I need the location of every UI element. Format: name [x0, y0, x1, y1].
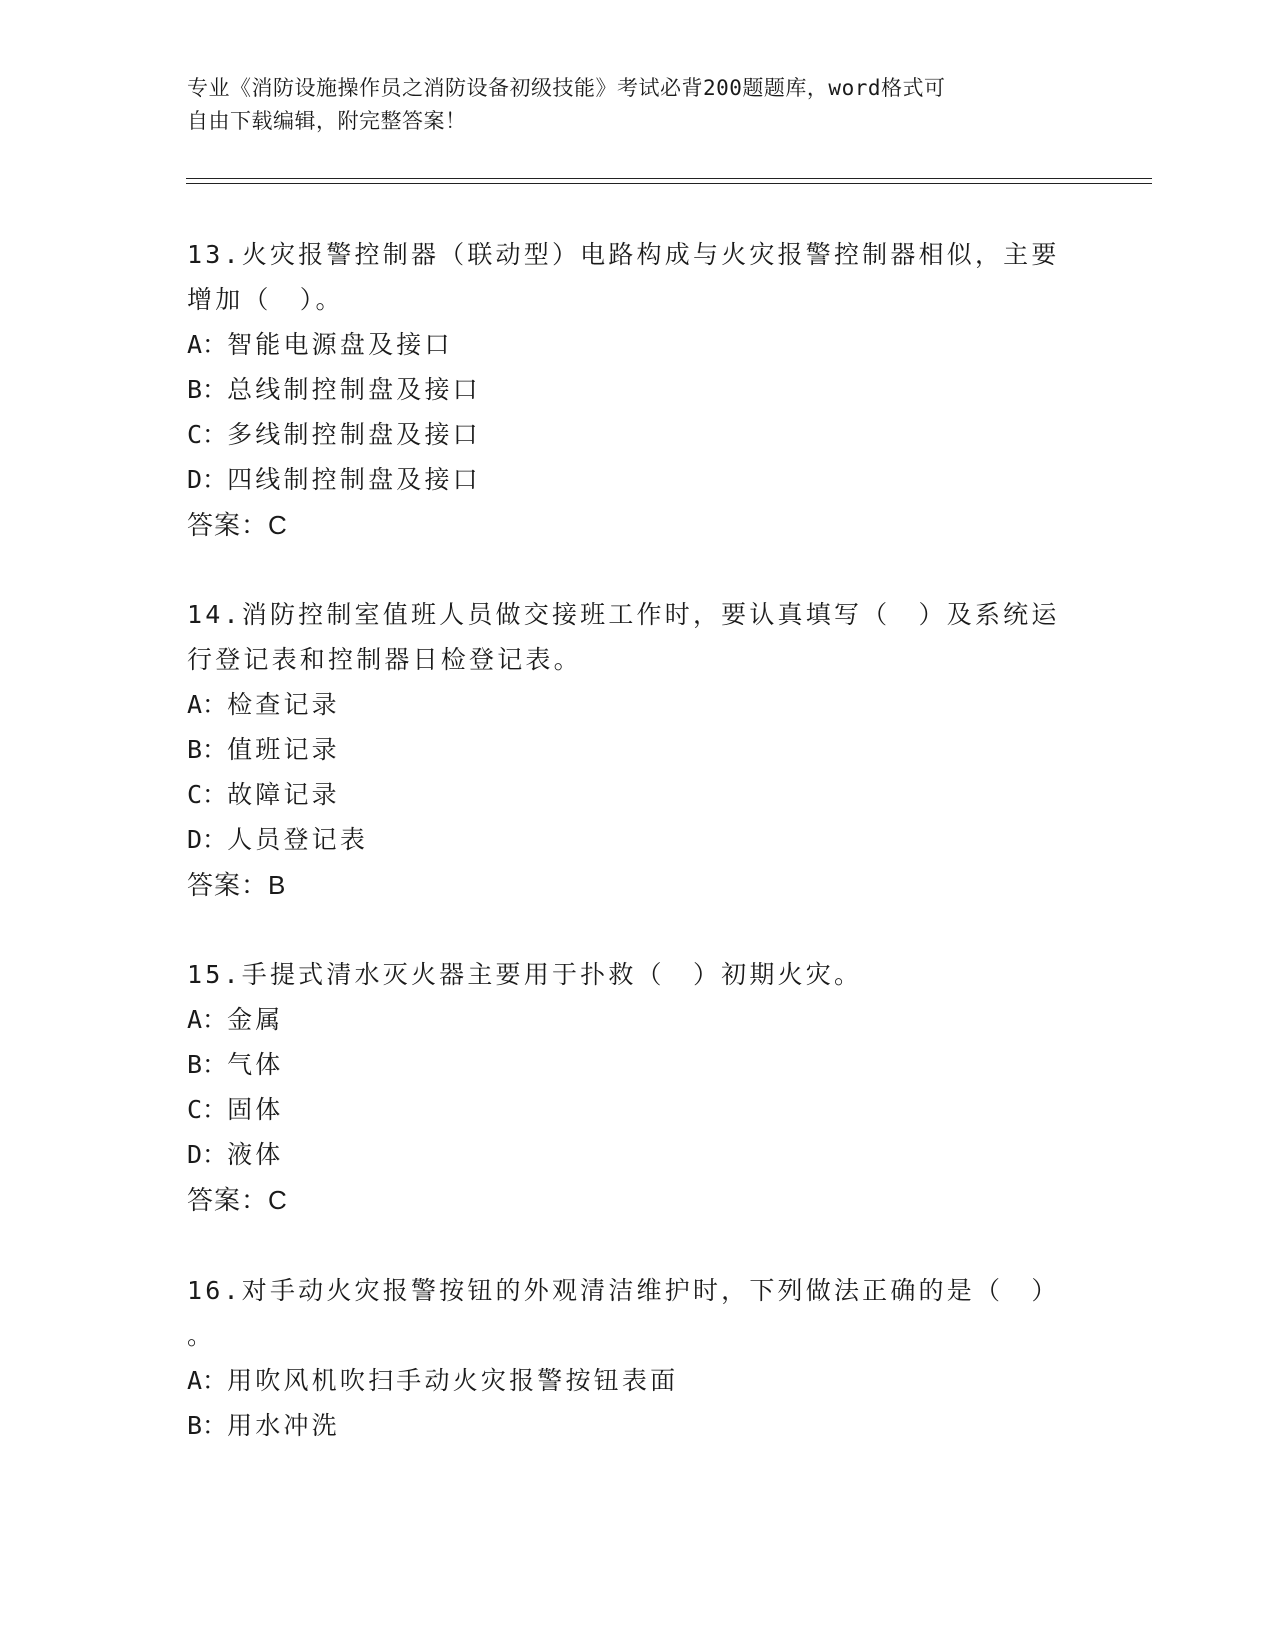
option-key: C： [187, 420, 228, 449]
option-d [187, 817, 1087, 862]
option-text: 四线制控制盘及接口 [227, 465, 481, 494]
question-stem: 14.消防控制室值班人员做交接班工作时，要认真填写（ ）及系统运 [187, 600, 1060, 629]
option-a [187, 997, 1087, 1042]
question-15 [187, 952, 1087, 1223]
option-c [187, 772, 1087, 817]
answer: 答案：C [187, 1185, 288, 1215]
option-key: C： [187, 780, 228, 809]
option-d [187, 457, 1087, 502]
option-key: A： [187, 690, 228, 719]
question-stem: 13.火灾报警控制器（联动型）电路构成与火灾报警控制器相似，主要 [187, 240, 1060, 269]
question-stem: 15.手提式清水灭火器主要用于扑救（ ）初期火灾。 [187, 960, 863, 989]
option-text: 值班记录 [227, 735, 340, 764]
option-c [187, 412, 1087, 457]
question-stem-continued: 。 [187, 1321, 213, 1350]
option-text: 用水冲洗 [227, 1411, 340, 1440]
option-text: 人员登记表 [227, 825, 369, 854]
option-key: A： [187, 1005, 228, 1034]
header-line-2: 自由下载编辑，附完整答案！ [187, 109, 467, 133]
option-key: B： [187, 735, 228, 764]
option-key: D： [187, 1140, 228, 1169]
option-text: 气体 [227, 1050, 284, 1079]
answer: 答案：C [187, 510, 288, 540]
option-key: D： [187, 825, 228, 854]
option-text: 金属 [227, 1005, 284, 1034]
option-text: 总线制控制盘及接口 [227, 375, 481, 404]
option-key: A： [187, 330, 228, 359]
header-divider-bottom [186, 183, 1152, 184]
option-text: 故障记录 [227, 780, 340, 809]
option-b [187, 727, 1087, 772]
document-header [187, 72, 1067, 138]
option-b [187, 1403, 1087, 1448]
option-a [187, 322, 1087, 367]
question-stem: 16.对手动火灾报警按钮的外观清洁维护时，下列做法正确的是（ ） [187, 1276, 1060, 1305]
option-key: C： [187, 1095, 228, 1124]
option-key: B： [187, 1050, 228, 1079]
option-key: D： [187, 465, 228, 494]
option-b [187, 367, 1087, 412]
question-stem-continued: 行登记表和控制器日检登记表。 [187, 645, 582, 674]
question-stem-continued: 增加（ ）。 [187, 285, 344, 314]
option-text: 用吹风机吹扫手动火灾报警按钮表面 [227, 1366, 679, 1395]
question-14 [187, 592, 1087, 908]
option-key: A： [187, 1366, 228, 1395]
header-divider-top [186, 178, 1152, 179]
option-d [187, 1132, 1087, 1177]
option-key: B： [187, 1411, 228, 1440]
option-c [187, 1087, 1087, 1132]
option-text: 检查记录 [227, 690, 340, 719]
option-text: 液体 [227, 1140, 284, 1169]
question-13 [187, 232, 1087, 548]
option-key: B： [187, 375, 228, 404]
option-text: 固体 [227, 1095, 284, 1124]
header-line-1: 专业《消防设施操作员之消防设备初级技能》考试必背200题题库，word格式可 [187, 76, 946, 100]
option-text: 智能电源盘及接口 [227, 330, 453, 359]
option-b [187, 1042, 1087, 1087]
answer: 答案：B [187, 870, 287, 900]
question-16 [187, 1268, 1087, 1448]
option-text: 多线制控制盘及接口 [227, 420, 481, 449]
option-a [187, 1358, 1087, 1403]
option-a [187, 682, 1087, 727]
